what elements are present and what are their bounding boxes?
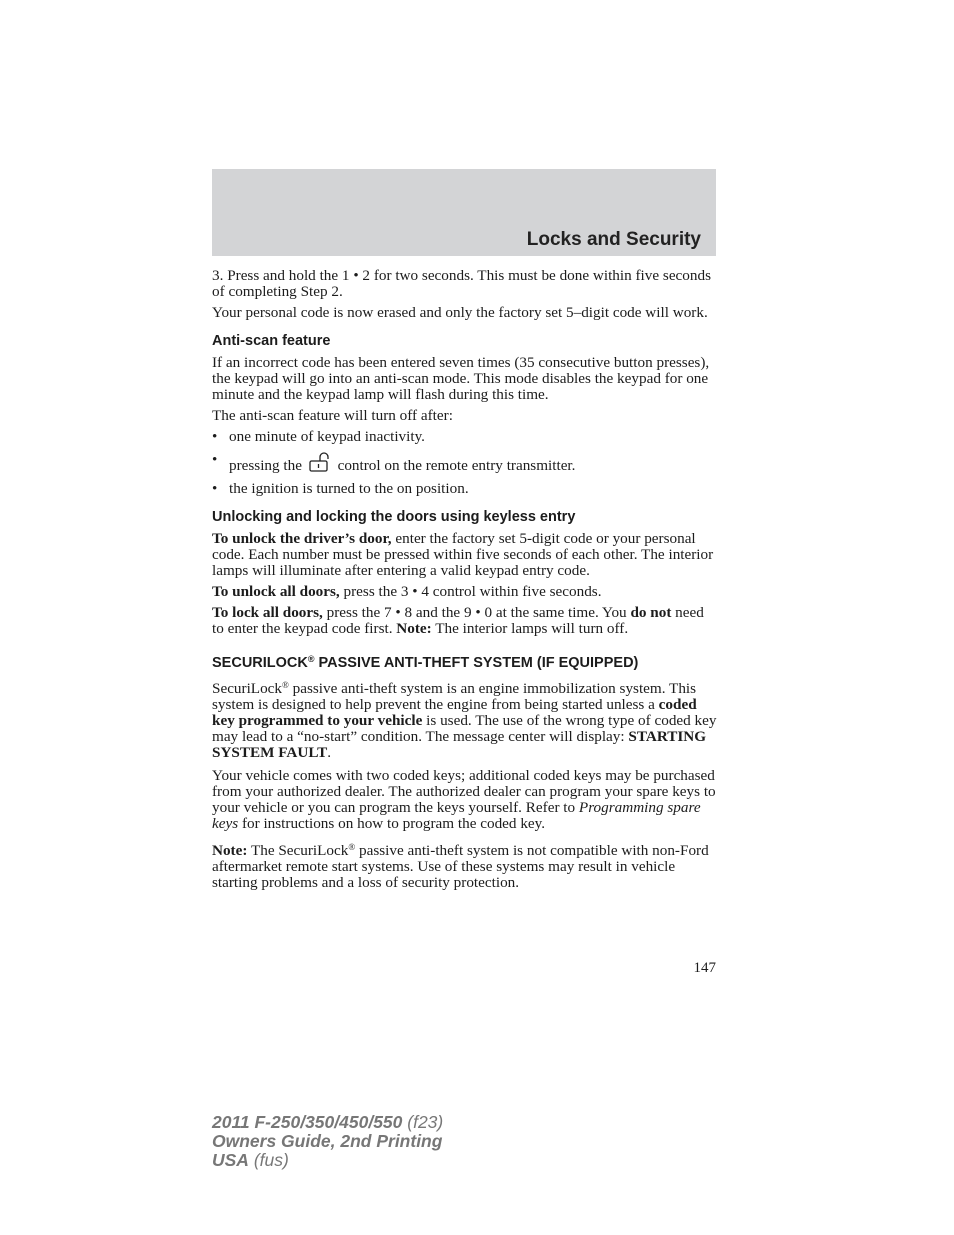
coded-keys-paragraph: Your vehicle comes with two coded keys; additional coded keys may be purchased from your authorized dealer. The authorized dealer can program your spare keys to your vehicle or you can program the keys yourself. Refer to Programming spare keys for instructions on how to program the coded key.	[212, 767, 716, 832]
document-footer	[212, 1113, 443, 1170]
anti-scan-turn-off-intro: The anti-scan feature will turn off after:	[212, 407, 453, 424]
section-header-band	[212, 169, 716, 256]
unlock-remote-icon	[309, 452, 331, 472]
list-item: • the ignition is turned to the on position.	[212, 480, 469, 497]
lock-all-doors-paragraph: To lock all doors, press the 7 • 8 and the 9 • 0 at the same time. You do not need to enter the keypad code first. Note: The interior lamps will turn off.	[212, 604, 704, 637]
list-item: • pressing the control on the remote entry transmitter.	[212, 451, 576, 474]
list-item: • one minute of keypad inactivity.	[212, 428, 425, 445]
page-number: 147	[693, 960, 716, 976]
section-title: Locks and Security	[526, 229, 701, 250]
securilock-description: SecuriLock® passive anti-theft system is an engine immobilization system. This system is designed to help prevent the engine from being started unless a coded key programmed to your vehicle is used. The use of the wrong type of coded key may lead to a “no-start” condition. The message center will display: STARTING SYSTEM FAULT.	[212, 680, 717, 761]
unlock-driver-door-paragraph: To unlock the driver’s door, enter the factory set 5-digit code or your personal code. Each number must be pressed within five seconds of each other. The interior lamps will illuminate after entering a valid keypad entry code.	[212, 530, 714, 579]
bullet-icon: •	[212, 480, 218, 497]
footer-guide-line: Owners Guide, 2nd Printing	[212, 1131, 443, 1151]
anti-scan-body: If an incorrect code has been entered seven times (35 consecutive button presses), the keypad will go into an anti-scan mode. This mode disables the keypad for one minute and the keypad lamp will flash during this time.	[212, 354, 710, 403]
footer-model-line: 2011 F-250/350/450/550 (f23)	[212, 1112, 444, 1132]
unlock-all-doors-paragraph: To unlock all doors, press the 3 • 4 control within five seconds.	[212, 583, 602, 600]
bullet-icon: •	[212, 428, 218, 445]
keyless-entry-heading: Unlocking and locking the doors using keyless entry	[212, 509, 576, 525]
anti-scan-heading: Anti-scan feature	[212, 333, 331, 349]
securilock-heading: SECURILOCK® PASSIVE ANTI-THEFT SYSTEM (IF EQUIPPED)	[212, 654, 639, 671]
footer-region-line: USA (fus)	[212, 1150, 289, 1170]
remote-start-note: Note: The SecuriLock® passive anti-theft system is not compatible with non-Ford aftermarket remote start systems. Use of these systems may result in vehicle starting problems and a loss of security protection.	[212, 842, 709, 891]
intro-step-3: 3. Press and hold the 1 • 2 for two seconds. This must be done within five seconds of completing Step 2.	[212, 267, 711, 300]
page-content	[212, 268, 717, 896]
anti-scan-bullet-list	[212, 429, 717, 497]
intro-code-erased: Your personal code is now erased and only the factory set 5–digit code will work.	[212, 304, 708, 321]
bullet-icon: •	[212, 451, 218, 468]
